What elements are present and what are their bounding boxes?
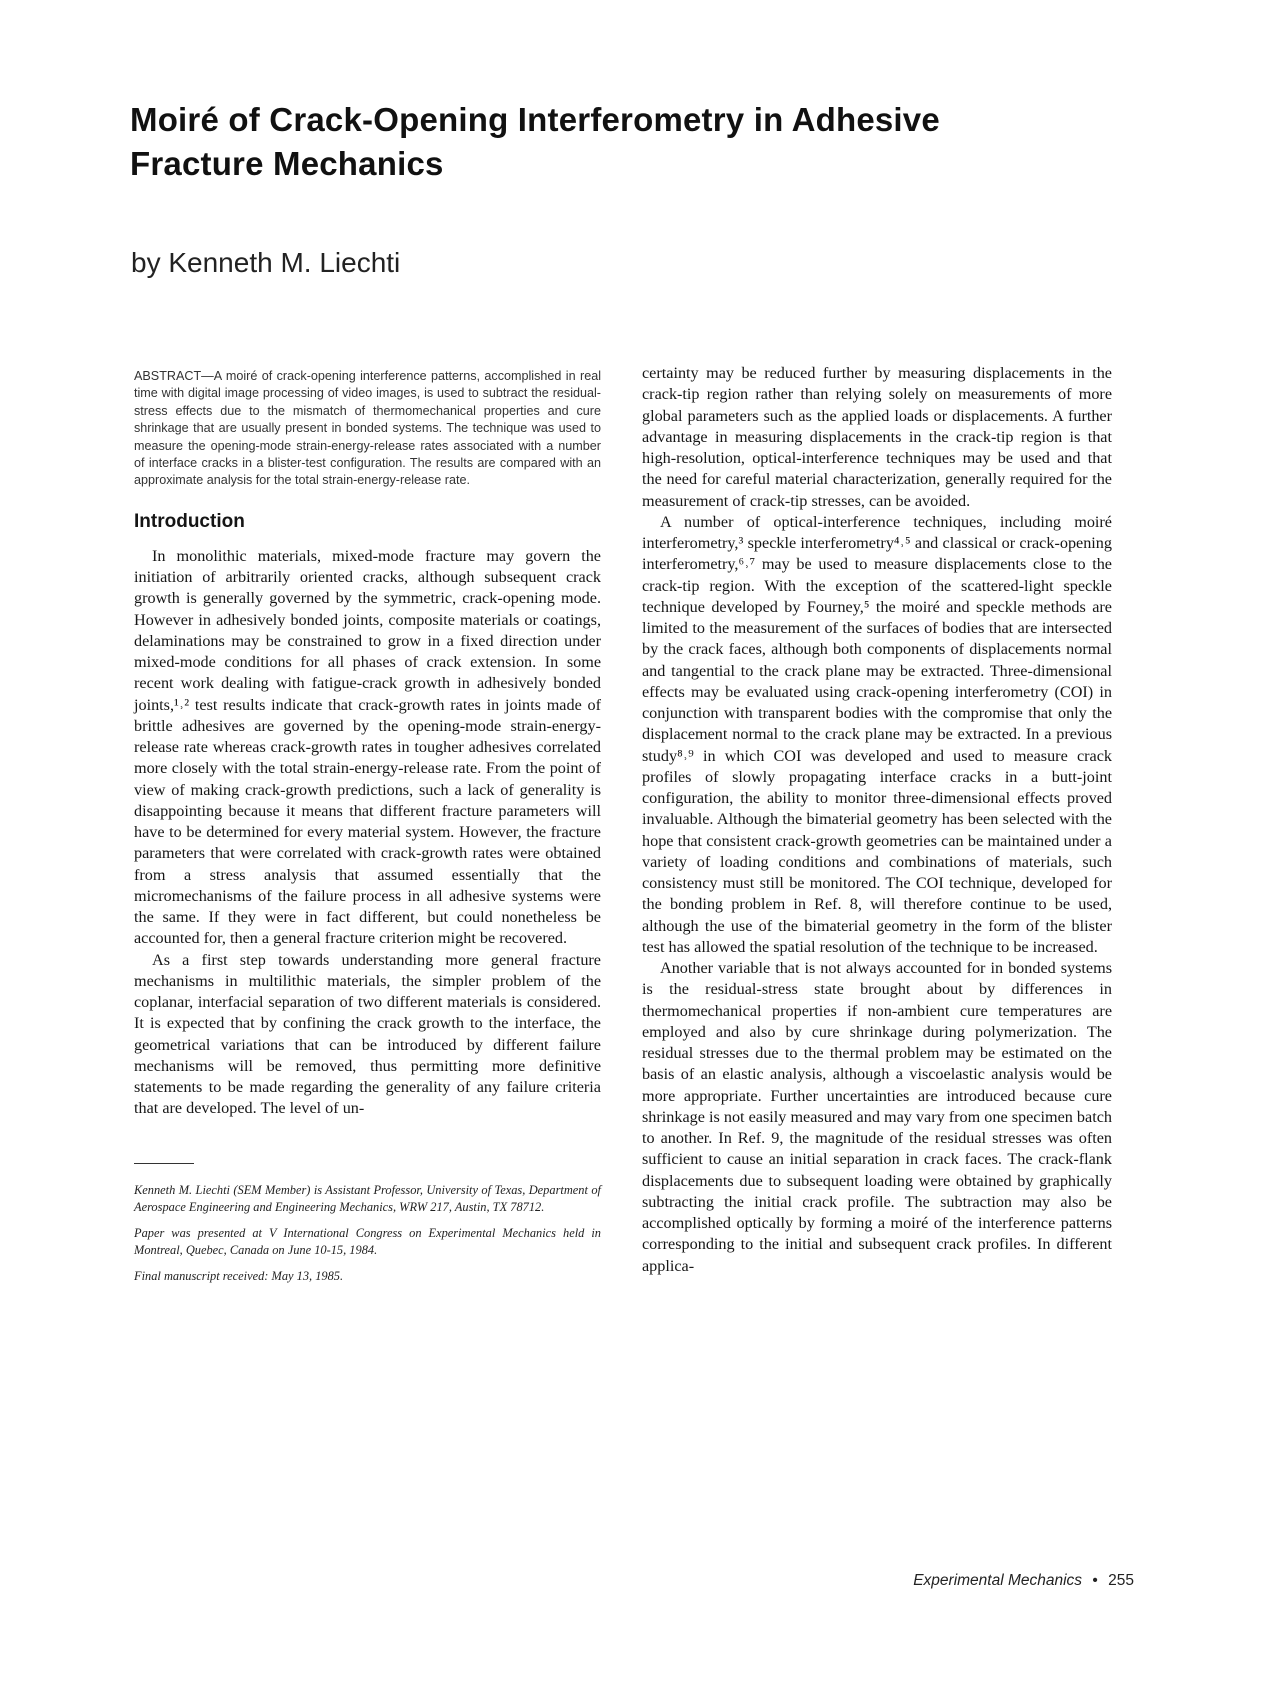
manuscript-date-footnote: Final manuscript received: May 13, 1985.	[134, 1269, 344, 1284]
author-byline: by Kenneth M. Liechti	[131, 247, 401, 278]
body-paragraph: A number of optical-interference techniques, including moiré interferometry,³ speckle interferometry⁴˒⁵ and classical or crack-opening interferometry,⁶˒⁷ may be used to measure displacements close to the crack-tip region. With the exception of the scattered-light speckle technique developed by Fourney,⁵ the moiré and speckle methods are limited to the measurement of the surfaces of bodies that are intersected by the crack faces, although both components of displacements normal and tangential to the crack plane may be extracted. Three-dimensional effects may be evaluated using crack-opening interferometry (COI) in conjunction with transparent bodies with the compromise that only the displacement normal to the crack plane may be extracted. In a previous study⁸˒⁹ in which COI was developed and used to measure crack profiles of slowly propagating interface cracks in a butt-joint configuration, the ability to monitor three-dimensional effects proved invaluable. Although the bimaterial geometry has been selected with the hope that consistent crack-growth geometries can be maintained under a variety of loading conditions and combinations of materials, such consistency must still be monitored. The COI technique, developed for the bonding problem in Ref. 8, will therefore continue to be used, although the use of the bimaterial geometry in the form of the blister test has allowed the spatial resolution of the technique to be increased.	[642, 512, 1112, 956]
abstract: ABSTRACT—A moiré of crack-opening interference patterns, accomplished in real time with digital image processing of video images, is used to subtract the residual-stress effects due to the mismatch of thermomechanical properties and cure shrinkage that are usually present in bonded systems. The technique was used to measure the opening-mode strain-energy-release rates associated with a number of interface cracks in a blister-test configuration. The results are compared with an approximate analysis for the total strain-energy-release rate.	[134, 369, 601, 488]
page-footer	[913, 1572, 1134, 1590]
footer-bullet: •	[1092, 1572, 1098, 1589]
article-title: Moiré of Crack-Opening Interferometry in Adhesive Fracture Mechanics	[130, 101, 940, 182]
conference-footnote: Paper was presented at V International Congress on Experimental Mechanics held in Montreal, Quebec, Canada on June 10-15, 1984.	[134, 1226, 601, 1258]
author-footnote: Kenneth M. Liechti (SEM Member) is Assistant Professor, University of Texas, Department of Aerospace Engineering and Engineering Mechanics, WRW 217, Austin, TX 78712.	[134, 1182, 601, 1214]
body-paragraph: Another variable that is not always accounted for in bonded systems is the residual-stress state brought about by differences in thermomechanical properties if non-ambient cure temperatures are employed and also by cure shrinkage during polymerization. The residual stresses due to the thermal problem may be estimated on the basis of an elastic analysis, although a viscoelastic analysis would be more appropriate. Further uncertainties are introduced because cure shrinkage is not easily measured and may vary from one specimen batch to another. In Ref. 9, the magnitude of the residual stresses was often sufficient to cause an initial separation in crack faces. The crack-flank displacements due to subsequent loading were obtained by graphically subtracting the initial crack profile. The subtraction may also be accomplished optically by forming a moiré of the interference patterns corresponding to the initial and subsequent crack profiles. In different applica-	[642, 959, 1112, 1275]
body-paragraph: In monolithic materials, mixed-mode fracture may govern the initiation of arbitrarily oriented cracks, although subsequent crack growth is generally governed by the symmetric, crack-opening mode. However in adhesively bonded joints, composite materials or coatings, delaminations may be constrained to grow in a fixed direction under mixed-mode conditions for all phases of crack extension. In some recent work dealing with fatigue-crack growth in adhesively bonded joints,¹˒² test results indicate that crack-growth rates in joints made of brittle adhesives are governed by the opening-mode strain-energy-release rate whereas crack-growth rates in tougher adhesives correlated more closely with the total strain-energy-release rate. From the point of view of making crack-growth predictions, such a lack of generality is disappointing because it means that different fracture parameters will have to be determined for every material system. However, the fracture parameters that were correlated with crack-growth rates were obtained from a stress analysis that assumed essentially that the micromechanisms of the failure process in all adhesive systems were the same. If they were in fact different, but could nonetheless be accounted for, then a general fracture criterion might be recovered.	[134, 546, 601, 948]
body-paragraph: As a first step towards understanding more general fracture mechanisms in multilithic materials, the simpler problem of the coplanar, interfacial separation of two different materials is considered. It is expected that by confining the crack growth to the interface, the geometrical variations that can be introduced by different failure mechanisms will be removed, thus permitting more definitive statements to be made regarding the generality of any failure criteria that are developed. The level of un-	[134, 950, 601, 1118]
right-column	[642, 363, 1112, 1277]
body-paragraph: certainty may be reduced further by measuring displacements in the crack-tip region rather than relying solely on measurements of more global parameters such as the applied loads or displacements. A further advantage in measuring displacements in the crack-tip region is that high-resolution, optical-interference techniques may be used and that the need for careful material characterization, generally required for the measurement of crack-tip stresses, can be avoided.	[642, 364, 1112, 510]
left-column	[134, 368, 601, 1295]
page-number: 255	[1108, 1572, 1134, 1589]
section-heading-introduction: Introduction	[134, 510, 245, 532]
footnote-separator	[134, 1163, 194, 1164]
journal-name: Experimental Mechanics	[913, 1572, 1083, 1589]
